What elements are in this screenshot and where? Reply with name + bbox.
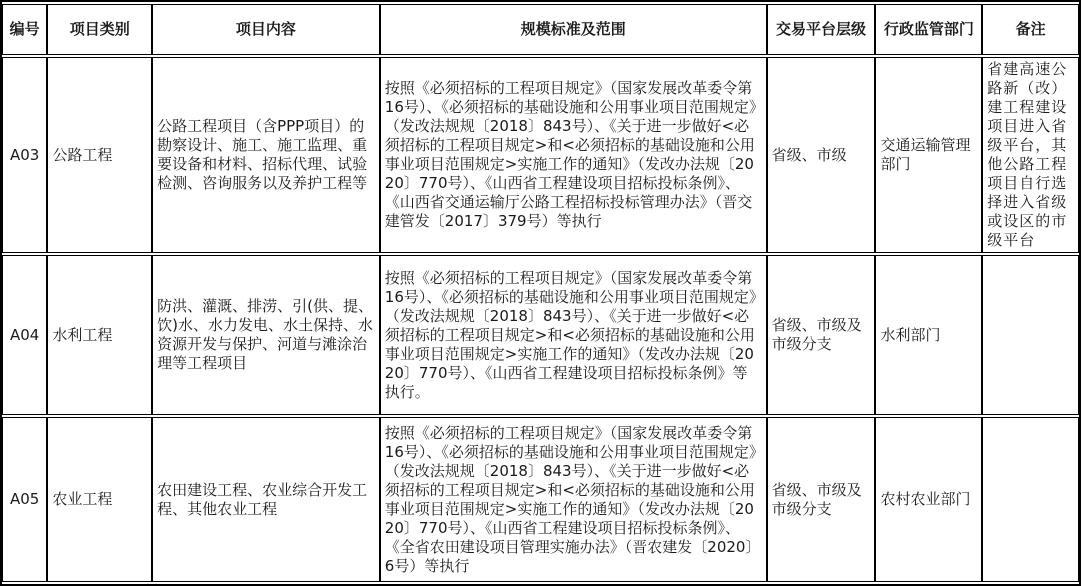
cell-category: 公路工程 — [47, 57, 152, 253]
table-row — [2, 57, 1079, 253]
column-header-category: 项目类别 — [47, 4, 152, 55]
column-header-content: 项目内容 — [152, 4, 380, 55]
cell-content: 防洪、灌溉、排涝、引(供、提、饮)水、水力发电、水土保持、水资源开发与保护、河道与滩涂治理等工程项目 — [152, 255, 380, 415]
column-header-scope: 规模标准及范围 — [380, 4, 767, 55]
cell-category: 农业工程 — [47, 417, 152, 582]
cell-regulator: 水利部门 — [875, 255, 982, 415]
column-header-remark: 备注 — [982, 4, 1079, 55]
column-header-id: 编号 — [2, 4, 47, 55]
cell-regulator: 农村农业部门 — [875, 417, 982, 582]
cell-id: A04 — [2, 255, 47, 415]
cell-id: A03 — [2, 57, 47, 253]
table-row — [2, 417, 1079, 582]
cell-content: 农田建设工程、农业综合开发工程、其他农业工程 — [152, 417, 380, 582]
cell-platform: 省级、市级及市级分支 — [767, 417, 876, 582]
column-header-regulator: 行政监管部门 — [875, 4, 982, 55]
cell-id: A05 — [2, 417, 47, 582]
cell-content: 公路工程项目（含PPP项目）的勘察设计、施工、施工监理、重要设备和材料、招标代理、试验检测、咨询服务以及养护工程等 — [152, 57, 380, 253]
cell-remark: 省建高速公路新（改）建工程建设项目进入省级平台，其他公路工程项目自行选择进入省级或设区的市级平台 — [982, 57, 1079, 253]
cell-remark — [982, 417, 1079, 582]
cell-scope: 按照《必须招标的工程项目规定》（国家发展改革委令第16号）、《必须招标的基础设施和公用事业项目范围规定》（发改法规规〔2018〕843号）、《关于进一步做好<必须招标的工程项目规定>和<必须招标的基础设施和公用事业项目范围规定>实施工作的通知》（发改办法规〔2020〕770号）、《山西省工程建设项目招标投标条例》、《全省农田建设项目管理实施办法》（晋农建发〔2020〕6号）等执行 — [380, 417, 767, 582]
cell-platform: 省级、市级 — [767, 57, 876, 253]
table-row — [2, 255, 1079, 415]
column-header-platform: 交易平台层级 — [767, 4, 876, 55]
cell-scope: 按照《必须招标的工程项目规定》（国家发展改革委令第16号）、《必须招标的基础设施和公用事业项目范围规定》（发改法规规〔2018〕843号）、《关于进一步做好<必须招标的工程项目规定>和<必须招标的基础设施和公用事业项目范围规定>实施工作的通知》（发改办法规〔2020〕770号）、《山西省工程建设项目招标投标条例》、《山西省交通运输厅公路工程招标投标管理办法》（晋交建管发〔2017〕379号）等执行 — [380, 57, 767, 253]
table-header-row — [2, 4, 1079, 55]
cell-scope: 按照《必须招标的工程项目规定》（国家发展改革委令第16号）、《必须招标的基础设施和公用事业项目范围规定》（发改法规规〔2018〕843号）、《关于进一步做好<必须招标的工程项目规定>和<必须招标的基础设施和公用事业项目范围规定>实施工作的通知》（发改办法规〔2020〕770号）、《山西省工程建设项目招标投标条例》等执行。 — [380, 255, 767, 415]
cell-regulator: 交通运输管理部门 — [875, 57, 982, 253]
cell-remark — [982, 255, 1079, 415]
cell-platform: 省级、市级及市级分支 — [767, 255, 876, 415]
cell-category: 水利工程 — [47, 255, 152, 415]
